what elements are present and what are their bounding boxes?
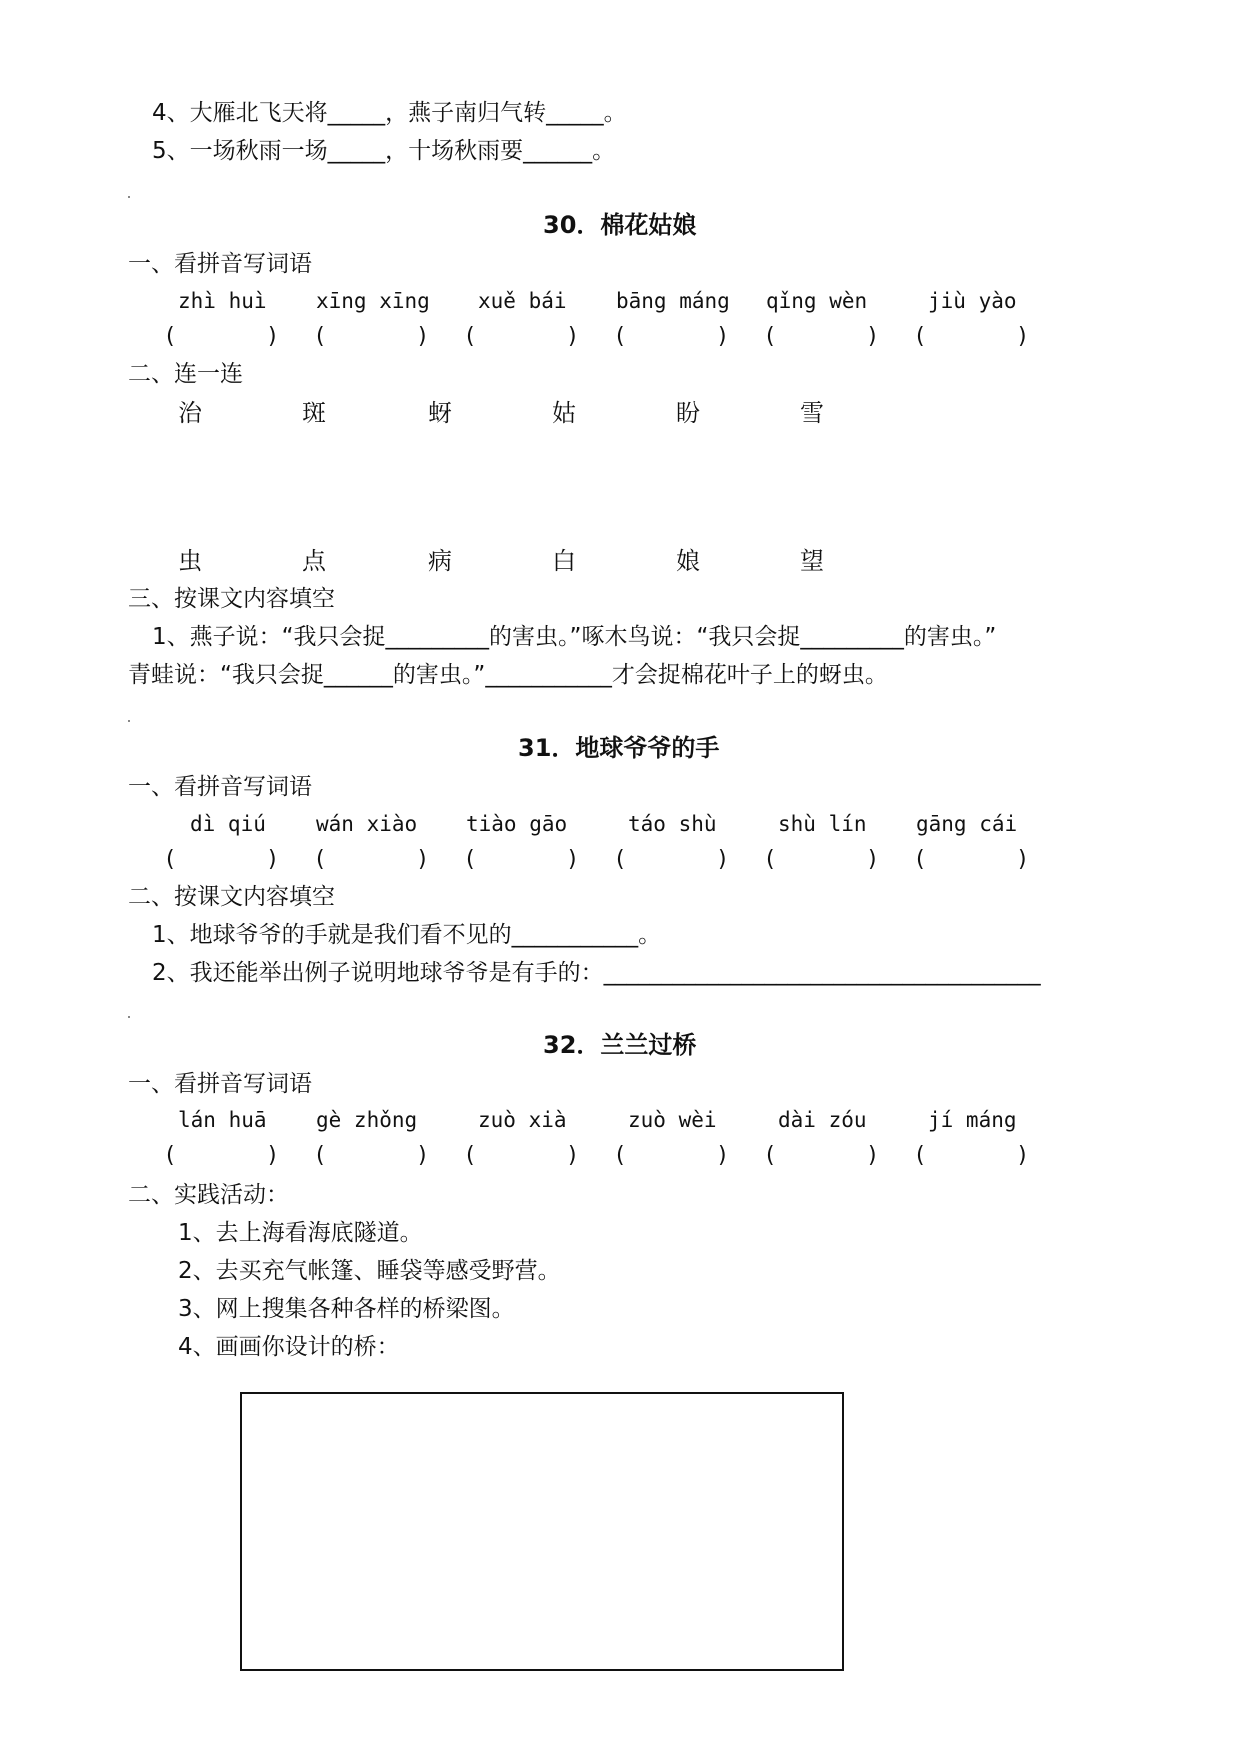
lesson-31-title: 31．地球爷爷的手	[518, 734, 720, 762]
answer-paren-close: )	[868, 847, 877, 872]
lesson-31-section-2: 二、按课文内容填空	[128, 884, 335, 910]
match-char-top: 治	[178, 399, 202, 427]
answer-paren-open: (	[466, 324, 475, 349]
pinyin-item: zuò wèi	[628, 1108, 717, 1132]
fill-item-5: 5、一场秋雨一场_____，十场秋雨要______。	[152, 138, 616, 164]
pinyin-item: jí máng	[928, 1108, 1017, 1132]
answer-paren-open: (	[316, 847, 325, 872]
match-char-bottom: 病	[428, 547, 452, 575]
answer-paren-close: )	[1018, 1143, 1027, 1168]
pinyin-item: wán xiào	[316, 812, 418, 836]
match-char-bottom: 望	[800, 547, 824, 575]
match-char-top: 雪	[800, 399, 824, 427]
pinyin-item: zuò xià	[478, 1108, 567, 1132]
answer-paren-open: (	[766, 847, 775, 872]
answer-paren-close: )	[418, 847, 427, 872]
activity-item: 4、画画你设计的桥：	[178, 1334, 400, 1360]
answer-paren-open: (	[616, 847, 625, 872]
answer-paren-close: )	[418, 1143, 427, 1168]
answer-paren-close: )	[418, 324, 427, 349]
answer-paren-open: (	[316, 1143, 325, 1168]
lesson-30-fill-2: 青蛙说：“我只会捉______的害虫。”___________才会捉棉花叶子上的蚜虫。	[128, 662, 888, 688]
answer-paren-open: (	[166, 847, 175, 872]
lesson-31-fill-1: 1、地球爷爷的手就是我们看不见的___________。	[152, 922, 662, 948]
match-char-bottom: 娘	[676, 547, 700, 575]
match-char-bottom: 点	[302, 547, 326, 575]
pinyin-item: shù lín	[778, 812, 867, 836]
pinyin-item: dài zóu	[778, 1108, 867, 1132]
pinyin-item: bāng máng	[616, 289, 730, 313]
activity-item: 3、网上搜集各种各样的桥梁图。	[178, 1296, 515, 1322]
answer-paren-open: (	[766, 324, 775, 349]
answer-paren-open: (	[616, 1143, 625, 1168]
lesson-30-title: 30．棉花姑娘	[543, 211, 697, 239]
pinyin-item: qǐng wèn	[766, 289, 868, 313]
lesson-32-section-2: 二、实践活动：	[128, 1182, 289, 1208]
pinyin-item: gè zhǒng	[316, 1108, 418, 1132]
answer-paren-open: (	[916, 324, 925, 349]
separator-dot	[128, 1016, 130, 1018]
answer-paren-open: (	[766, 1143, 775, 1168]
bridge-drawing-box[interactable]	[240, 1392, 844, 1671]
answer-paren-close: )	[568, 324, 577, 349]
match-char-top: 斑	[302, 399, 326, 427]
lesson-30-section-1: 一、看拼音写词语	[128, 251, 312, 277]
activity-item: 2、去买充气帐篷、睡袋等感受野营。	[178, 1258, 561, 1284]
answer-paren-close: )	[718, 847, 727, 872]
separator-dot	[128, 196, 130, 198]
lesson-30-fill-1: 1、燕子说：“我只会捉_________的害虫。”啄木鸟说：“我只会捉_________的害虫。”	[152, 624, 997, 650]
answer-paren-close: )	[568, 1143, 577, 1168]
answer-paren-open: (	[916, 1143, 925, 1168]
answer-paren-open: (	[616, 324, 625, 349]
lesson-30-section-3: 三、按课文内容填空	[128, 586, 335, 612]
lesson-31-fill-2: 2、我还能举出例子说明地球爷爷是有手的：______________________________________	[152, 960, 1041, 986]
activity-item: 1、去上海看海底隧道。	[178, 1220, 423, 1246]
answer-paren-close: )	[1018, 847, 1027, 872]
pinyin-item: lán huā	[178, 1108, 267, 1132]
fill-item-4: 4、大雁北飞天将_____，燕子南归气转_____。	[152, 100, 627, 126]
pinyin-item: dì qiú	[190, 812, 266, 836]
answer-paren-close: )	[268, 324, 277, 349]
match-char-top: 姑	[552, 399, 576, 427]
answer-paren-open: (	[166, 1143, 175, 1168]
match-char-top: 盼	[676, 399, 700, 427]
answer-paren-close: )	[268, 1143, 277, 1168]
pinyin-item: xuě bái	[478, 289, 567, 313]
answer-paren-open: (	[166, 324, 175, 349]
answer-paren-close: )	[268, 847, 277, 872]
pinyin-item: jiù yào	[928, 289, 1017, 313]
answer-paren-close: )	[1018, 324, 1027, 349]
answer-paren-open: (	[466, 1143, 475, 1168]
answer-paren-open: (	[316, 324, 325, 349]
lesson-32-section-1: 一、看拼音写词语	[128, 1071, 312, 1097]
match-char-bottom: 白	[552, 547, 576, 575]
answer-paren-open: (	[466, 847, 475, 872]
answer-paren-close: )	[868, 1143, 877, 1168]
lesson-32-title: 32．兰兰过桥	[543, 1031, 697, 1059]
match-char-top: 蚜	[428, 399, 452, 427]
separator-dot	[128, 720, 130, 722]
answer-paren-close: )	[718, 324, 727, 349]
pinyin-item: gāng cái	[916, 812, 1018, 836]
lesson-31-section-1: 一、看拼音写词语	[128, 774, 312, 800]
pinyin-item: táo shù	[628, 812, 717, 836]
answer-paren-close: )	[718, 1143, 727, 1168]
pinyin-item: tiào gāo	[466, 812, 568, 836]
lesson-30-section-2: 二、连一连	[128, 361, 243, 387]
answer-paren-close: )	[568, 847, 577, 872]
answer-paren-open: (	[916, 847, 925, 872]
answer-paren-close: )	[868, 324, 877, 349]
match-char-bottom: 虫	[178, 547, 202, 575]
pinyin-item: zhì huì	[178, 289, 267, 313]
pinyin-item: xīng xīng	[316, 289, 430, 313]
